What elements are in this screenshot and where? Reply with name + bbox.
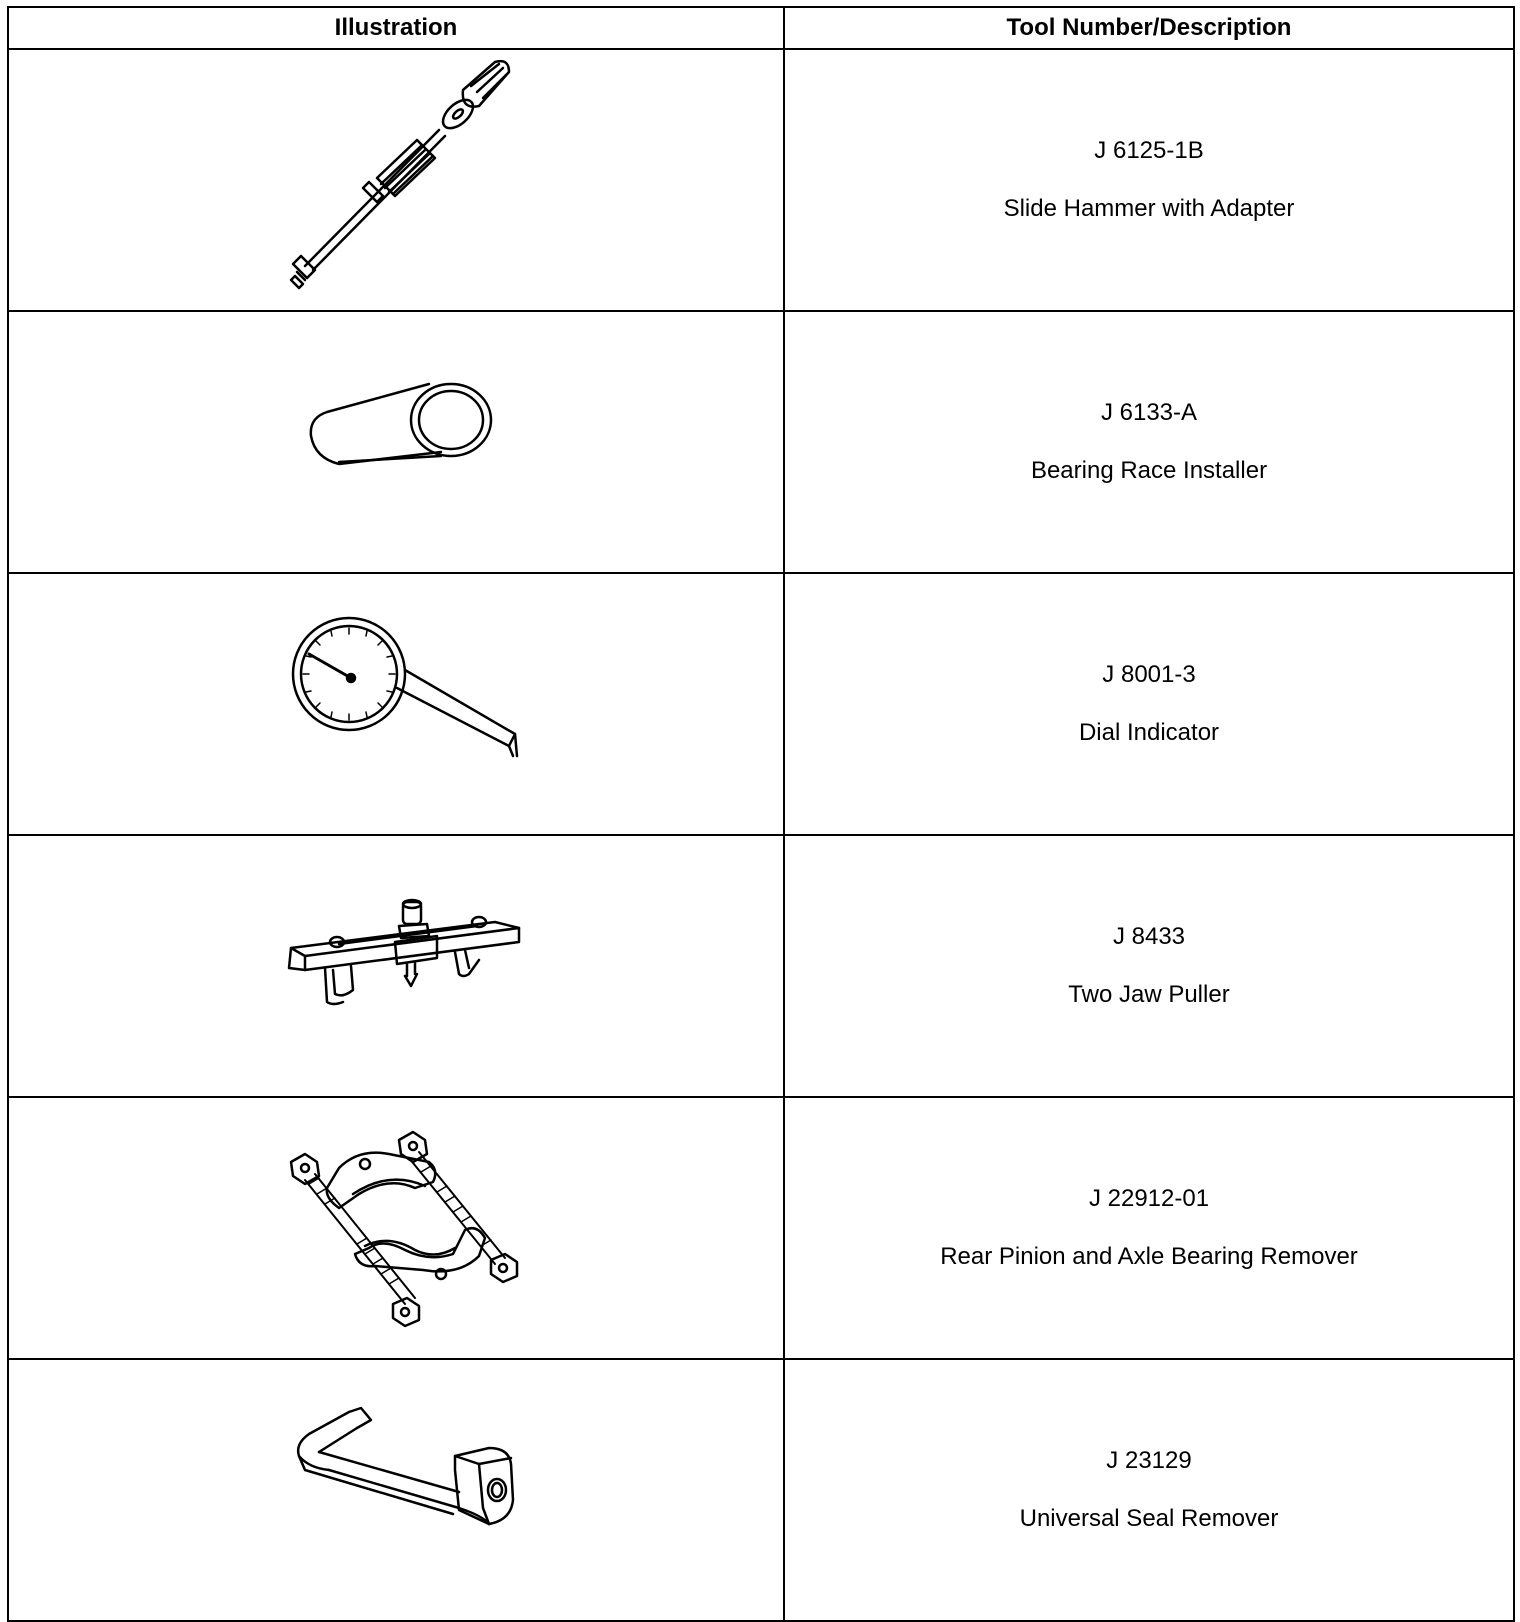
illustration-cell: [8, 49, 784, 311]
illustration-cell: [8, 835, 784, 1097]
table-row: [8, 835, 1514, 1097]
bearing-remover-icon: [9, 1098, 785, 1358]
tool-number: J 6133-A: [1100, 399, 1198, 426]
tool-description-cell: [784, 49, 1514, 311]
table-row: [8, 1359, 1514, 1621]
table-row: [8, 1097, 1514, 1359]
illustration-cell: [8, 311, 784, 573]
tool-table-container: [7, 6, 1513, 1602]
slide-hammer-icon: [9, 50, 785, 310]
header-illustration: Illustration: [8, 7, 784, 49]
universal-seal-remover-icon: [9, 1360, 785, 1620]
tool-number: J 22912-01: [1088, 1185, 1210, 1212]
table-header-row: [8, 7, 1514, 49]
tool-description: Two Jaw Puller: [1068, 981, 1230, 1008]
bearing-race-installer-icon: [9, 312, 785, 572]
table-row: [8, 49, 1514, 311]
table-row: [8, 311, 1514, 573]
tool-number: J 6125-1B: [1094, 137, 1204, 164]
illustration-cell: [8, 1097, 784, 1359]
tool-description: Bearing Race Installer: [1030, 457, 1268, 484]
illustration-cell: [8, 1359, 784, 1621]
tool-description: Slide Hammer with Adapter: [1003, 195, 1295, 222]
special-tools-table: [7, 6, 1515, 1622]
tool-number: J 23129: [1106, 1447, 1192, 1474]
tool-description-cell: [784, 573, 1514, 835]
tool-description-cell: [784, 1359, 1514, 1621]
illustration-cell: [8, 573, 784, 835]
two-jaw-puller-icon: [9, 836, 785, 1096]
tool-description-cell: [784, 311, 1514, 573]
dial-indicator-icon: [9, 574, 785, 834]
tool-description-cell: [784, 1097, 1514, 1359]
tool-number: J 8433: [1112, 923, 1186, 950]
tool-description-cell: [784, 835, 1514, 1097]
table-row: [8, 573, 1514, 835]
tool-description: Universal Seal Remover: [1019, 1505, 1279, 1532]
tool-description: Rear Pinion and Axle Bearing Remover: [940, 1243, 1358, 1270]
tool-number: J 8001-3: [1102, 661, 1196, 688]
tool-description: Dial Indicator: [1078, 719, 1220, 746]
header-tool-description: Tool Number/Description: [784, 7, 1514, 49]
